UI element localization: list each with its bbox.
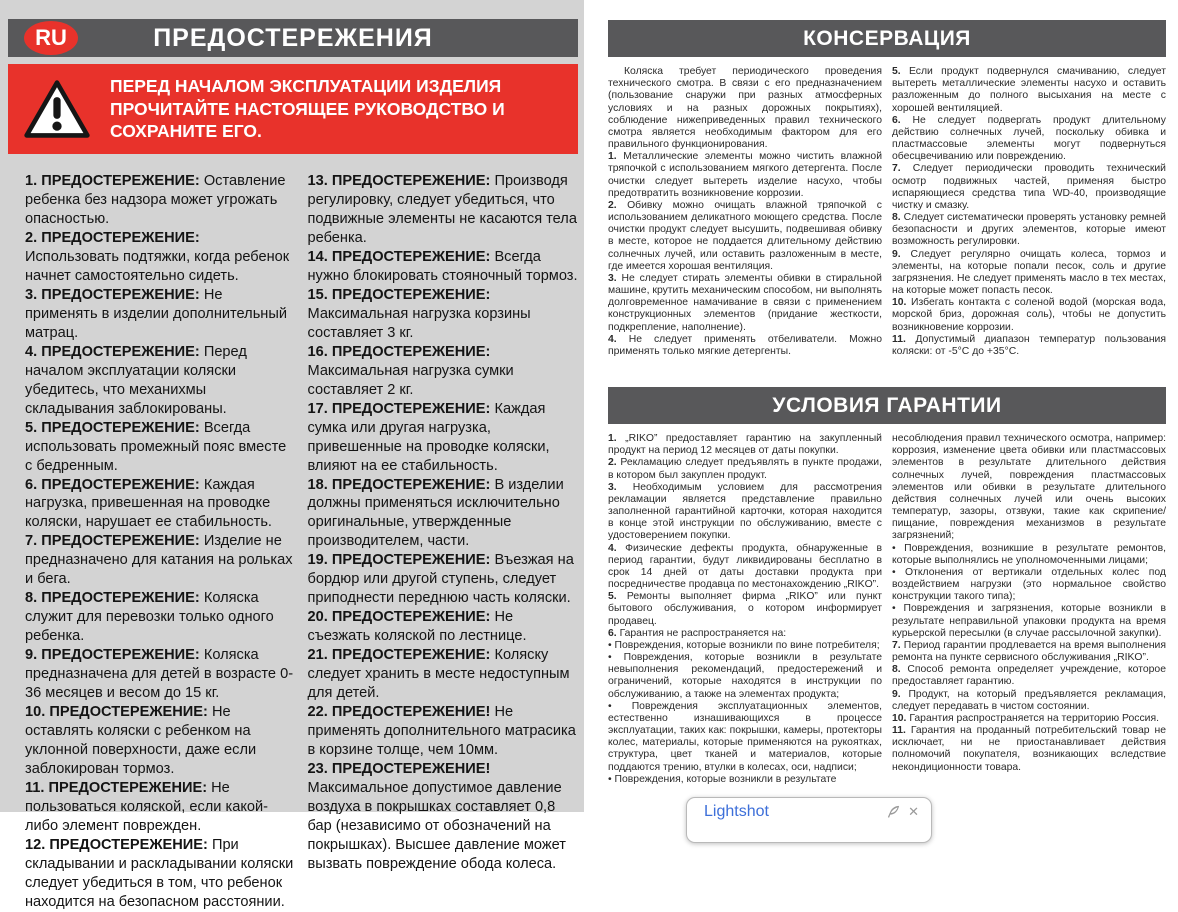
paragraph: 10. ПРЕДОСТЕРЕЖЕНИЕ: Не оставлять коляски с ребенком на уклонной поверхности, даже если заблокирован тормоз. [25, 704, 257, 778]
paragraph: 22. ПРЕДОСТЕРЕЖЕНИЕ! Не применять дополнительного матрасика в корзине толще, чем 10мм. [307, 704, 576, 759]
warranty-column-2 [892, 433, 1166, 786]
paragraph: 7. Период гарантии продлевается на время выполнения ремонта на пункте сервисного обслуживания „RIKO”. [892, 639, 1166, 664]
language-badge [24, 21, 78, 55]
paragraph: 1. Металлические элементы можно чистить влажной тряпочкой с использованием мягкого детергента. После очистки следует вытереть изделие насухо, чтобы предотвратить возникновение коррозии. [608, 151, 882, 199]
paragraph: 3. ПРЕДОСТЕРЕЖЕНИЕ: Не применять в изделии дополнительный матрац. [25, 286, 288, 341]
paragraph: 8. ПРЕДОСТЕРЕЖЕНИЕ: Коляска служит для перевозки только одного ребенка. [25, 590, 274, 645]
paragraph: 15. ПРЕДОСТЕРЕЖЕНИЕ: Максимальная нагрузка корзины составляет 3 кг. [307, 286, 531, 341]
paragraph: 3. Необходимым условием для рассмотрения рекламации является представление правильно заполненной гарантийной карточки, которая находится в конце этой инструкции по обслуживанию, вместе с удостоверением покупки. [608, 481, 882, 542]
paragraph: 10. Гарантия распространяется на территорию Россия. [892, 712, 1159, 724]
paragraph: • Повреждения эксплуатационных элементов, естественно изнашивающихся в процессе эксплуатации, таких как: покрышки, камеры, протекторы колес, материалы, которые применяются на рукоятках, структура, цвет тканей и материалов, которые поддаются трению, втулки в колесах, оси, надписи; [608, 700, 883, 773]
warranty-column-1 [608, 433, 882, 786]
paragraph: • Повреждения, которые возникли в результате [608, 773, 837, 785]
paragraph: Коляска требует периодического проведения технического смотра. В связи с его предназначением (пользование снаружи при разных атмосферных условиях и на разных дорожных покрытиях), соблюдение нижеприведенных правил технического смотра является необходимым фактором для его правильного функционирования. [608, 66, 882, 151]
paragraph: 17. ПРЕДОСТЕРЕЖЕНИЕ: Каждая сумка или другая нагрузка, привешенные на проводке коляски, влияют на ее стабильность. [307, 400, 550, 474]
paragraph: 8. Способ ремонта определяет учреждение, которое предоставляет гарантию. [892, 664, 1166, 688]
paragraph: 6. Гарантия не распространяется на: [608, 627, 787, 639]
maintenance-columns [608, 66, 1166, 384]
paragraph: 1. „RIKO” предоставляет гарантию на закупленный продукт на период 12 месяцев от даты покупки. [608, 433, 882, 457]
paragraph: 23. ПРЕДОСТЕРЕЖЕНИЕ! Максимальное допустимое давление воздуха в покрышках составляет 0,8 бар (независимо от обозначений на покрышках). Высшее давление может вызвать повреждение обода колеса. [307, 761, 566, 872]
paragraph: 7. ПРЕДОСТЕРЕЖЕНИЕ: Изделие не предназначено для катания на рольках и бега. [25, 533, 293, 588]
paragraph: 4. ПРЕДОСТЕРЕЖЕНИЕ: Перед началом эксплуатации коляски убедитесь, что механихмы складывания заблокированы. [25, 343, 247, 417]
paragraph: 14. ПРЕДОСТЕРЕЖЕНИЕ: Всегда нужно блокировать стояночный тормоз. [307, 248, 578, 284]
paragraph: 2. Обивку можно очищать влажной тряпочкой с использованием деликатного моющего средства. После очистки продукт следует высушить, подвешивая обивку в месте, которое не поддается длительному действию солнечных лучей, или оставить разложенным в месте, где имеется хорошая вентиляция. [608, 199, 882, 272]
paragraph: • Повреждения, которые возникли в результате невыполнения рекомендаций, предостережений и ограничений, которые находятся в инструкции по обслуживанию, а также на элементах продукта; [608, 652, 882, 700]
paragraph: 20. ПРЕДОСТЕРЕЖЕНИЕ: Не съезжать коляской по лестнице. [307, 609, 527, 645]
paragraph: 5. Если продукт подвернулся смачиванию, следует вытереть металлические элементы насухо и оставить разложенным до полного высыхания на месте с хорошей вентиляцией. [892, 66, 1166, 114]
maintenance-title: КОНСЕРВАЦИЯ [803, 26, 971, 50]
warranty-header [608, 387, 1166, 424]
paragraph: 5. Ремонты выполняет фирма „RIKO” или пункт бытового обслуживания, о котором информирует продавец. [608, 591, 883, 627]
paragraph: несоблюдения правил технического осмотра, например: коррозия, изменение цвета обивки или пластмассовых элементов в результате длительного действия солнечных лучей, повреждения пластмассовых элементов или обивки в результате длительного действия солнечных лучей или очень высоких температур, зазоры, отзвуки, такие как скрипение/ пищание, повреждения механизмов в результате загрязнений; [892, 433, 1166, 542]
maintenance-header [608, 20, 1166, 57]
paragraph: 16. ПРЕДОСТЕРЕЖЕНИЕ: Максимальная нагрузка сумки составляет 2 кг. [307, 343, 514, 398]
paragraph: • Отклонения от вертикали отдельных колес под воздействием нагрузки (это нормальное свойство конструкции такого типа); [892, 566, 1166, 603]
language-badge-label: RU [35, 25, 67, 50]
warning-triangle-icon [24, 79, 90, 139]
paragraph: 18. ПРЕДОСТЕРЕЖЕНИЕ: В изделии должны применяться исключительно оригинальные, утвержденные производителем, части. [307, 476, 564, 550]
paragraph: 7. Следует периодически проводить технический осмотр подвижных частей, применяя быстро испаряющиеся средства типа WD-40, производящие чистку и смазку. [892, 163, 1166, 211]
paragraph: 2. Рекламацию следует предъявлять в пункте продажи, в котором был закуплен продукт. [608, 457, 882, 481]
paragraph: 5. ПРЕДОСТЕРЕЖЕНИЕ: Всегда использовать промежный пояс вместе с бедренным. [25, 419, 287, 474]
paragraph: • Повреждения и загрязнения, которые возникли в результате неправильной упаковки продукта на время курьерской пересылки (в случае рассылочной закупки). [892, 603, 1166, 639]
paragraph: 4. Не следует применять отбеливатели. Можно применять только мягкие детергенты. [608, 333, 882, 357]
maintenance-warranty-page [584, 0, 1178, 812]
paragraph: 9. Следует регулярно очищать колеса, тормоз и элементы, на которые попали песок, соль и другие загрязнения. Не следует применять масло в тех местах, на которые может попасть песок. [892, 248, 1166, 297]
warranty-columns [608, 433, 1166, 786]
page-title: ПРЕДОСТЕРЕЖЕНИЯ [153, 23, 433, 52]
warnings-column-2 [308, 172, 579, 912]
warnings-column-1 [25, 172, 296, 912]
paragraph: • Повреждения, которые возникли по вине потребителя; [608, 639, 880, 651]
warning-banner [8, 64, 578, 154]
paragraph: 6. Не следует подвергать продукт длительному действию солнечных лучей, поскольку обивка и пластмассовые элементы могут подвернуться обесцвечиванию или повреждению. [892, 114, 1166, 163]
close-icon[interactable]: ✕ [908, 804, 919, 819]
paragraph: 21. ПРЕДОСТЕРЕЖЕНИЕ: Коляску следует хранить в месте недоступным для детей. [307, 647, 570, 702]
paragraph: 11. Допустимый диапазон температур пользования коляски: от -5°С до +35°С. [892, 333, 1166, 357]
warnings-columns [8, 172, 578, 912]
paragraph: 9. Продукт, на который предъявляется рекламация, следует передавать в чистом состоянии. [892, 688, 1166, 712]
paragraph: 2. ПРЕДОСТЕРЕЖЕНИЕ: Использовать подтяжки, когда ребенок начнет самостоятельно сидеть. [25, 229, 290, 284]
maintenance-column-1 [608, 66, 882, 384]
maintenance-column-2 [892, 66, 1166, 384]
paragraph: 11. Гарантия на проданный потребительский товар не исключает, ни не приостанавливает действия полномочий покупателя, возникающих вследствие некондиционности товара. [892, 725, 1166, 773]
paragraph: 10. Избегать контакта с соленой водой (морская вода, морской бриз, дорожная соль), чтобы не допустить возникновение коррозии. [892, 297, 1166, 333]
paragraph: 9. ПРЕДОСТЕРЕЖЕНИЕ: Коляска предназначена для детей в возрасте 0-36 месяцев и весом до 15 кг. [25, 647, 294, 702]
warranty-title: УСЛОВИЯ ГАРАНТИИ [772, 393, 1002, 417]
paragraph: • Повреждения, возникшие в результате ремонтов, которые выполнялись не уполномоченными лицами; [892, 542, 1166, 566]
paragraph: 1. ПРЕДОСТЕРЕЖЕНИЕ: Оставление ребенка без надзора может угрожать опасностью. [25, 173, 286, 227]
warnings-header [8, 19, 578, 57]
warnings-page [0, 0, 584, 910]
paragraph: 12. ПРЕДОСТЕРЕЖЕНИЕ: При складывании и раскладывании коляски следует убедиться в том, что ребенок находится на безопасном расстоянии. [25, 836, 294, 910]
paragraph: 19. ПРЕДОСТЕРЕЖЕНИЕ: Въезжая на бордюр или другой ступень, следует приподнести переднюю часть коляски. [307, 552, 574, 607]
banner-text: ПЕРЕД НАЧАЛОМ ЭКСПЛУАТАЦИИ ИЗДЕЛИЯ ПРОЧИТАЙТЕ НАСТОЯЩЕЕ РУКОВОДСТВО И СОХРАНИТЕ ЕГО. [110, 76, 505, 142]
paragraph: 8. Следует систематически проверять установку ремней безопасности и других элементов, которые имеют возможность регулировки. [892, 212, 1166, 248]
paragraph: 4. Физические дефекты продукта, обнаруженные в период гарантии, будут ликвидированы бесплатно в срок 14 дней от даты доставки продукта при посредничестве продавца по местонахождению „RIKO”. [608, 542, 882, 591]
paragraph: 3. Не следует стирать элементы обивки в стиральной машине, крутить механическим способом, ни выполнять долговременное намачивание в связи с применением конструкционных элементов (придание жесткости, подкрепление, наполнение). [608, 272, 882, 333]
lightshot-logo: Lightshot [704, 803, 769, 820]
lightshot-popup[interactable] [686, 797, 932, 843]
paragraph: 6. ПРЕДОСТЕРЕЖЕНИЕ: Каждая нагрузка, привешенная на проводке коляски, нарушает ее стабильность. [25, 476, 272, 531]
paragraph: 13. ПРЕДОСТЕРЕЖЕНИЕ: Производя регулировку, следует убедиться, что подвижные элементы не касаются тела ребенка. [307, 173, 577, 246]
paragraph: 11. ПРЕДОСТЕРЕЖЕНИЕ: Не пользоваться коляской, если какой-либо элемент поврежден. [25, 780, 269, 834]
